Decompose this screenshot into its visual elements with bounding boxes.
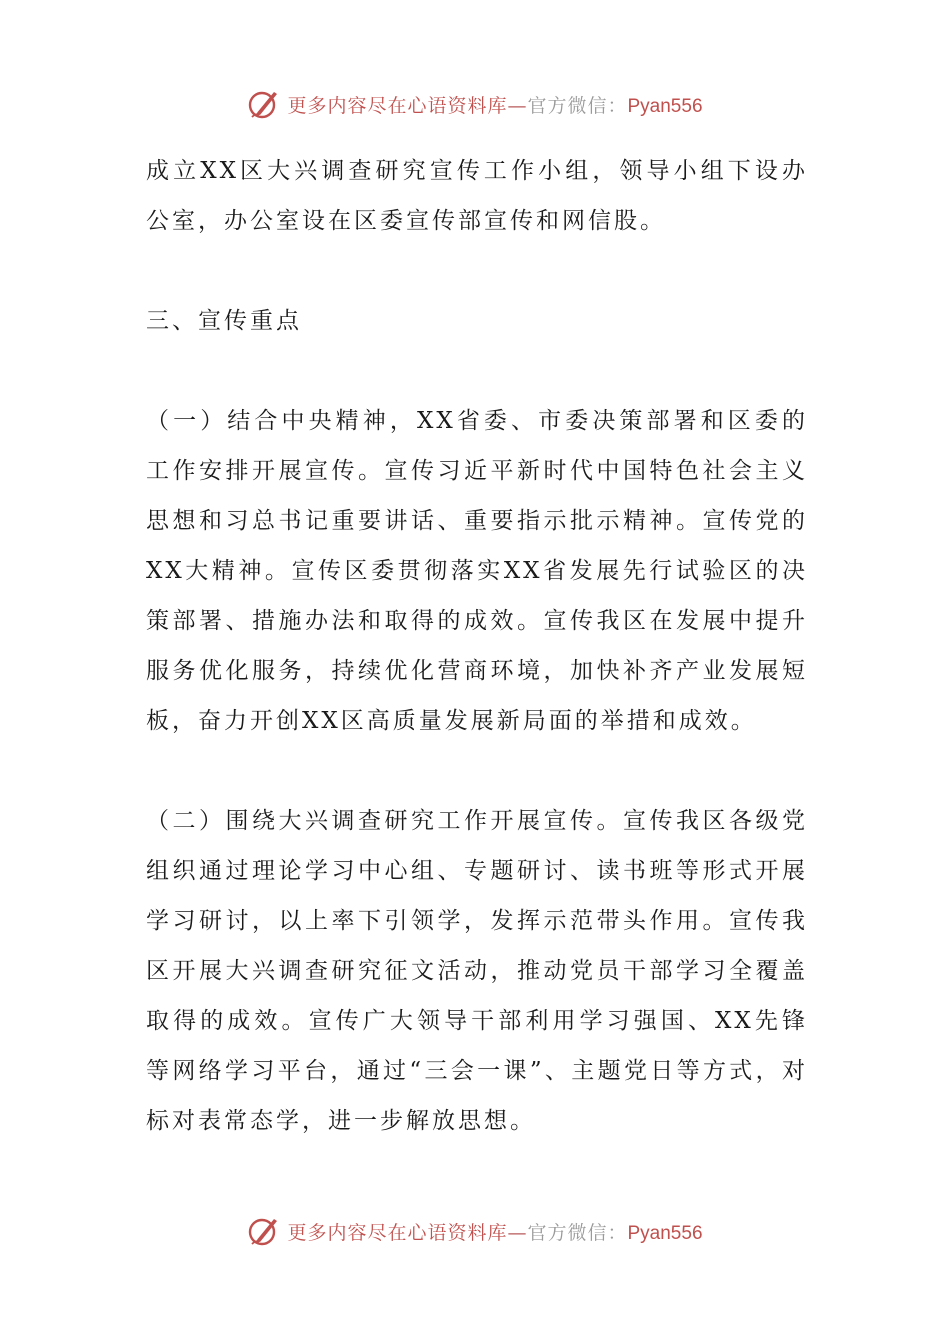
watermark-brand: 更多内容尽在心语资料库 [287,1221,508,1244]
watermark-wechat-id: Pyan556 [627,95,703,117]
watermark-brand: 更多内容尽在心语资料库 [287,94,508,117]
watermark-footer [0,1211,950,1251]
watermark-separator: — [507,1221,528,1244]
paragraph-office-setup: 成立XX区大兴调查研究宣传工作小组，领导小组下设办公室，办公室设在区委宣传部宣传和网信股。 [146,158,808,234]
paragraph-focus-one: （一）结合中央精神，XX省委、市委决策部署和区委的工作安排开展宣传。宣传习近平新时代中国特色社会主义思想和习总书记重要讲话、重要指示批示精神。宣传党的XX大精神。宣传区委贯彻落实XX省发展先行试验区的决策部署、措施办法和取得的成效。宣传我区在发展中提升服务优化服务，持续优化营商环境，加快补齐产业发展短板，奋力开创XX区高质量发展新局面的举措和成效。 [146,408,808,734]
watermark-wechat-id: Pyan556 [627,1222,703,1244]
watermark-separator: — [507,94,528,117]
watermark-text [287,91,702,118]
quill-pen-circle-icon [247,87,281,121]
watermark-wechat-label: 官方微信： [527,94,628,117]
document-body [146,146,808,1146]
paragraph-focus-two: （二）围绕大兴调查研究工作开展宣传。宣传我区各级党组织通过理论学习中心组、专题研讨、读书班等形式开展学习研讨，以上率下引领学，发挥示范带头作用。宣传我区开展大兴调查研究征文活动，推动党员干部学习全覆盖取得的成效。宣传广大领导干部利用学习强国、XX先锋等网络学习平台，通过“三会一课”、主题党日等方式，对标对表常态学，进一步解放思想。 [146,808,808,1134]
watermark-text [287,1218,702,1245]
section-heading-publicity-focus: 三、宣传重点 [146,308,302,334]
quill-pen-circle-icon [247,1214,281,1248]
watermark-header [0,84,950,124]
watermark-wechat-label: 官方微信： [527,1221,628,1244]
